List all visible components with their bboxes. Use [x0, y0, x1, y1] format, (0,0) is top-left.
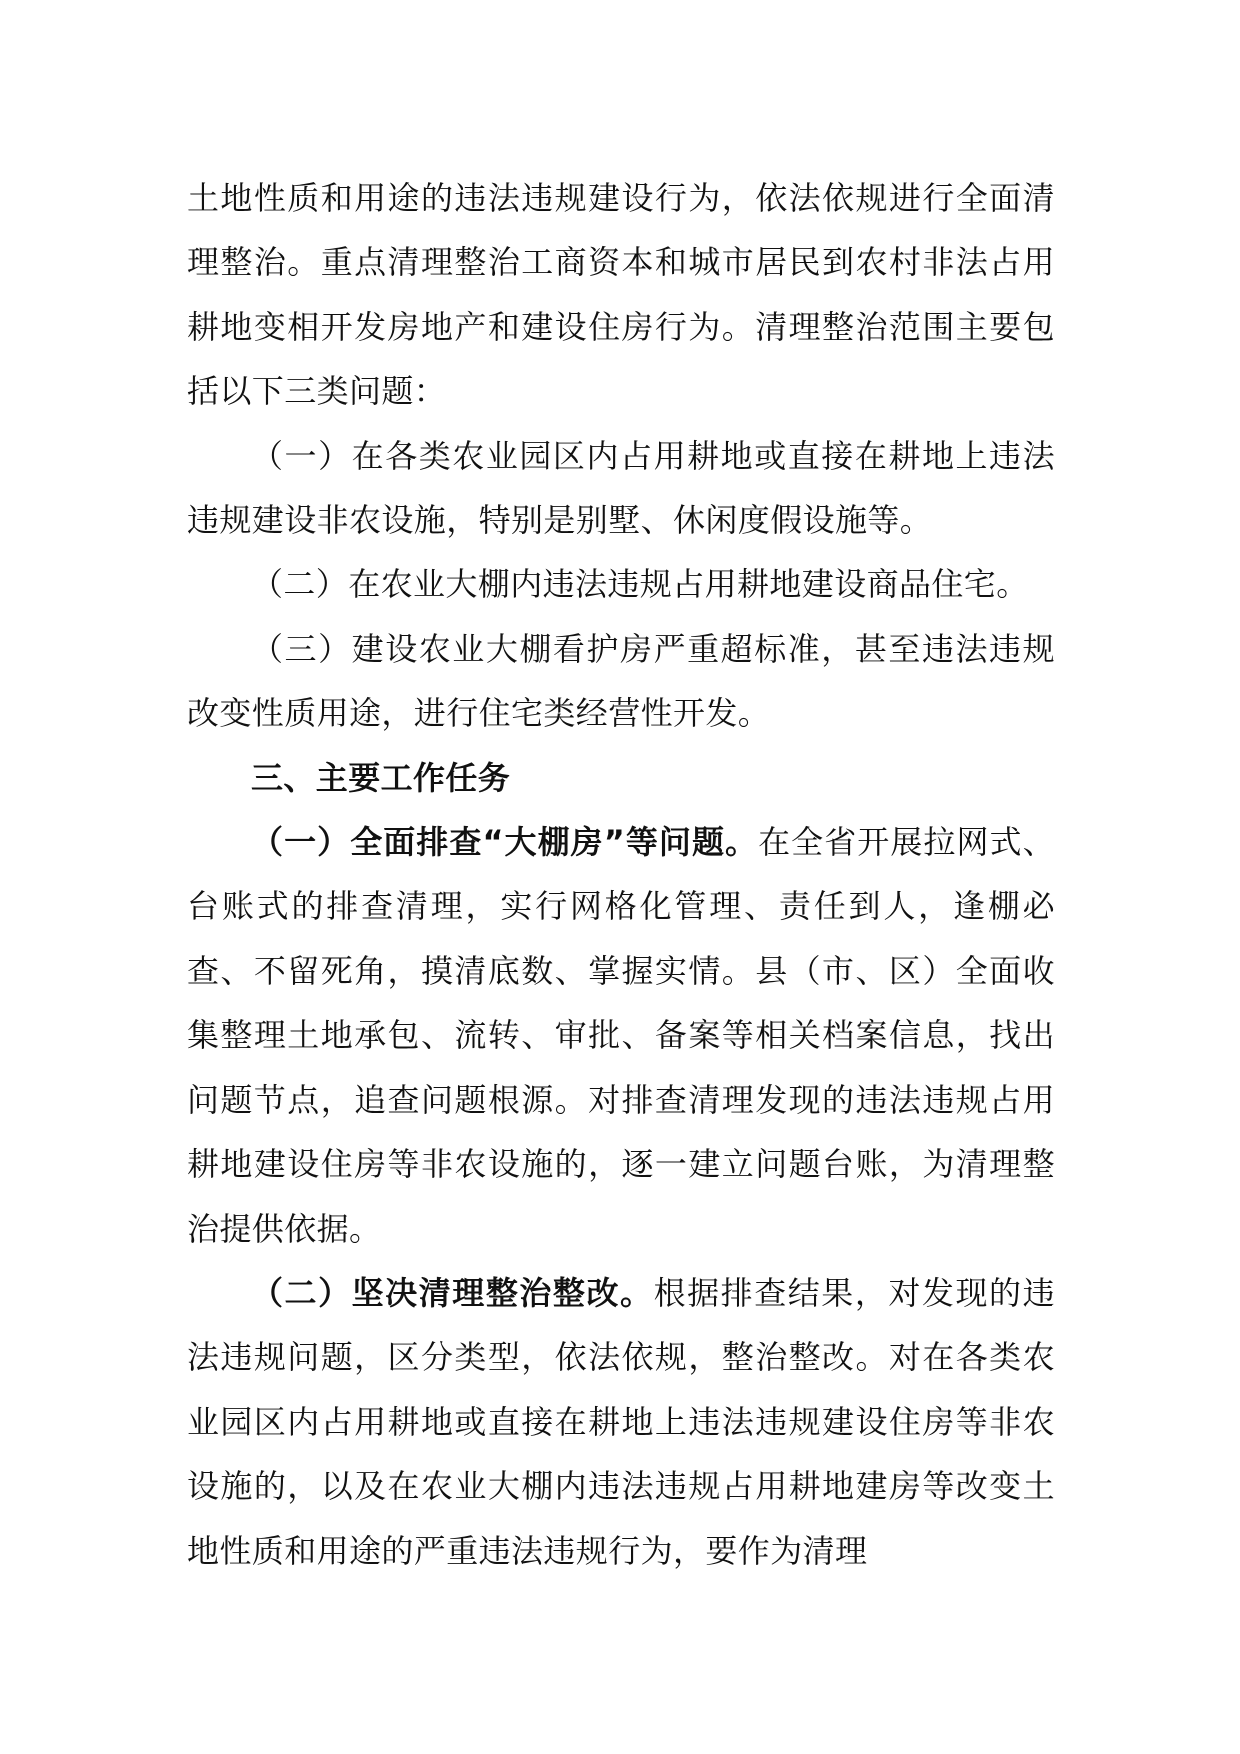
paragraph-task-1	[187, 810, 1055, 1261]
paragraph-task-2	[187, 1261, 1055, 1583]
paragraph-problem-1: （一）在各类农业园区内占用耕地或直接在耕地上违法违规建设非农设施，特别是别墅、休闲度假设施等。	[187, 436, 1055, 540]
task-1-body: 在全省开展拉网式、台账式的排查清理，实行网格化管理、责任到人，逢棚必查、不留死角，摸清底数、掌握实情。县（市、区）全面收集整理土地承包、流转、审批、备案等相关档案信息，找出问题节点，追查问题根源。对排查清理发现的违法违规占用耕地建设住房等非农设施的，逐一建立问题台账，为清理整治提供依据。	[187, 823, 1055, 1248]
section-heading: 三、主要工作任务	[251, 758, 511, 797]
task-2-lead: （二）坚决清理整治整改。	[251, 1273, 654, 1312]
paragraph-problem-2: （二）在农业大棚内违法违规占用耕地建设商品住宅。	[251, 565, 1029, 604]
document-body	[187, 166, 1055, 1583]
paragraph-scope: 土地性质和用途的违法违规建设行为，依法依规进行全面清理整治。重点清理整治工商资本和城市居民到农村非法占用耕地变相开发房地产和建设住房行为。清理整治范围主要包括以下三类问题：	[187, 179, 1055, 411]
task-2-body: 根据排查结果，对发现的违法违规问题，区分类型，依法依规，整治整改。对在各类农业园区内占用耕地或直接在耕地上违法违规建设住房等非农设施的，以及在农业大棚内违法违规占用耕地建房等改变土地性质和用途的严重违法违规行为，要作为清理	[187, 1273, 1055, 1570]
paragraph-problem-3: （三）建设农业大棚看护房严重超标准，甚至违法违规改变性质用途，进行住宅类经营性开发。	[187, 629, 1055, 733]
task-1-lead: （一）全面排查“大棚房”等问题。	[251, 823, 759, 862]
